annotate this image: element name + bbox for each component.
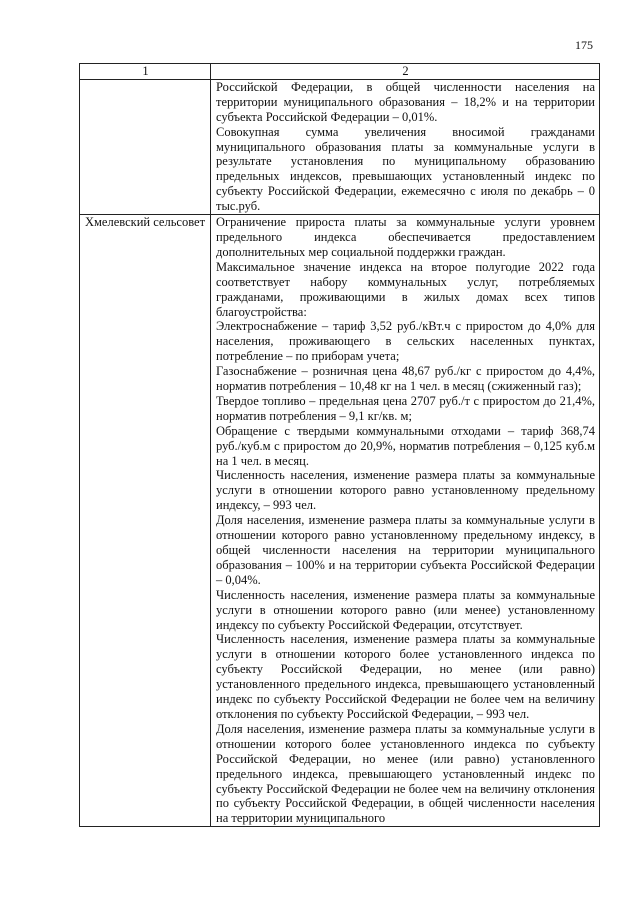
paragraph: Численность населения, изменение размера платы за коммунальные услуги в отношении которого равно установленному предельному индексу, – 993 чел. [216, 468, 595, 513]
column-number-1: 1 [80, 64, 211, 80]
description-cell [211, 79, 600, 214]
table-row [80, 79, 600, 214]
paragraph: Численность населения, изменение размера платы за коммунальные услуги в отношении которого равно (или менее) установленному индексу по субъекту Российской Федерации, отсутствует. [216, 587, 595, 632]
table-row [80, 215, 600, 827]
paragraph: Максимальное значение индекса на второе полугодие 2022 года соответствует набору коммунальных услуг, потребляемых гражданами, проживающими в жилых домах всех типов благоустройства: [216, 259, 595, 319]
paragraph: Численность населения, изменение размера платы за коммунальные услуги в отношении которого более установленного индекса по субъекту Российской Федерации, но менее (или равно) установленного предельного индекса, превышающего установленный индекс по субъекту Российской Федерации не более чем на величину отклонения по субъекту Российской Федерации, – 993 чел. [216, 632, 595, 721]
paragraph: Электроснабжение – тариф 3,52 руб./кВт.ч с приростом до 4,0% для населения, проживающего в сельских населенных пунктах, потребление – по приборам учета; [216, 319, 595, 364]
paragraph: Газоснабжение – розничная цена 48,67 руб./кг с приростом до 4,4%, норматив потребления – 10,48 кг на 1 чел. в месяц (сжиженный газ); [216, 364, 595, 394]
description-cell [211, 215, 600, 827]
paragraph: Российской Федерации, в общей численности населения на территории муниципального образования – 18,2% и на территории субъекта Российской Федерации – 0,01%. [216, 79, 595, 124]
page-number: 175 [575, 38, 593, 52]
table-header-row [80, 64, 600, 80]
paragraph: Доля населения, изменение размера платы за коммунальные услуги в отношении которого равно установленному предельному индексу, в общей численности населения на территории муниципального образования – 100% и на территории субъекта Российской Федерации – 0,04%. [216, 513, 595, 587]
paragraph: Доля населения, изменение размера платы за коммунальные услуги в отношении которого более установленного индекса по субъекту Российской Федерации, но менее (или равно) установленного предельного индекса, превышающего установленный индекс по субъекту Российской Федерации не более чем на величину отклонения по субъекту Российской Федерации, в общей численности населения на территории муниципального [216, 721, 595, 826]
paragraph: Обращение с твердыми коммунальными отходами – тариф 368,74 руб./куб.м с приростом до 20,9%, норматив потребления – 0,125 куб.м на 1 чел. в месяц. [216, 423, 595, 468]
paragraph: Совокупная сумма увеличения вносимой гражданами муниципального образования платы за коммунальные услуги в результате установления по муниципальному образованию предельных индексов, превышающих установленный индекс по субъекту Российской Федерации, ежемесячно с июля по декабрь – 0 тыс.руб. [216, 124, 595, 214]
paragraph: Ограничение прироста платы за коммунальные услуги уровнем предельного индекса обеспечивается предоставлением дополнительных мер социальной поддержки граждан. [216, 215, 595, 259]
document-table [79, 63, 600, 827]
region-cell [80, 79, 211, 214]
column-number-2: 2 [211, 64, 600, 80]
paragraph: Твердое топливо – предельная цена 2707 руб./т с приростом до 21,4%, норматив потребления – 9,1 кг/кв. м; [216, 393, 595, 423]
region-cell: Хмелевский сельсовет [80, 215, 211, 827]
table-header [80, 64, 600, 80]
